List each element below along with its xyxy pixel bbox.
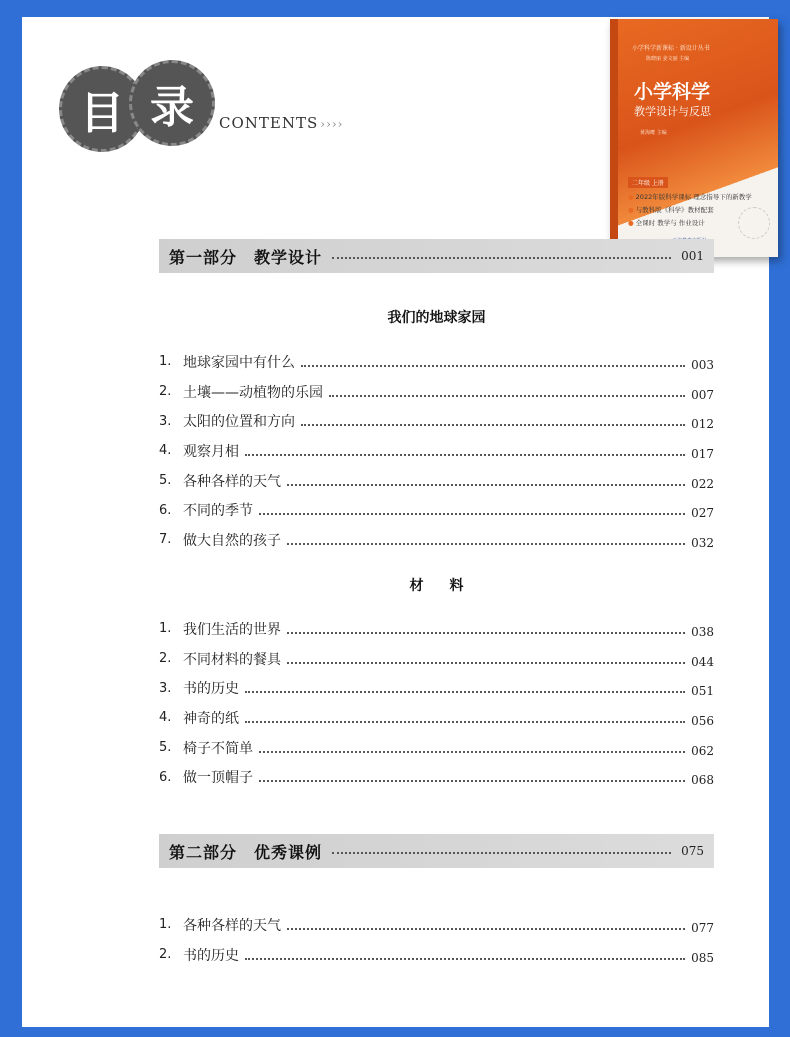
logo-char-1: 目 bbox=[80, 88, 124, 139]
part-two-title: 第二部分 优秀课例 bbox=[169, 842, 323, 862]
toc-item[interactable]: 6. 做一顶帽子 068 bbox=[159, 769, 714, 788]
toc-page bbox=[22, 17, 769, 1027]
cover-editors: 陈晓丽 姜文丽 主编 bbox=[646, 56, 690, 62]
toc-item[interactable]: 2. 土壤——动植物的乐园 007 bbox=[159, 384, 714, 402]
cover-bullet: ● 2022年版科学课标 理念指导下的新教学 bbox=[628, 193, 752, 201]
cover-title: 小学科学 bbox=[634, 81, 711, 103]
part-two-header[interactable] bbox=[159, 834, 714, 868]
chevrons-right-icon: ›››› bbox=[320, 117, 344, 131]
contents-word: CONTENTS bbox=[219, 114, 319, 132]
toc-item[interactable]: 3. 太阳的位置和方向 012 bbox=[159, 413, 714, 432]
toc-item[interactable]: 4. 神奇的纸 056 bbox=[159, 710, 714, 728]
unit-title-materials: 材料 bbox=[409, 578, 490, 594]
toc-item[interactable]: 6. 不同的季节 027 bbox=[159, 502, 714, 521]
contents-label bbox=[219, 114, 343, 132]
part-one-header[interactable] bbox=[159, 239, 714, 273]
toc-item[interactable]: 5. 椅子不简单 062 bbox=[159, 740, 714, 758]
toc-item[interactable]: 1. 地球家园中有什么 003 bbox=[159, 354, 714, 372]
book-spine bbox=[610, 19, 618, 257]
cover-grade-badge: 二年级 上册 bbox=[628, 177, 668, 188]
logo-char-2: 录 bbox=[150, 82, 194, 133]
cover-bullet: ● 与教科版《科学》教材配套 bbox=[628, 206, 714, 214]
book-cover-image bbox=[610, 19, 778, 257]
unit-2-list bbox=[159, 614, 714, 792]
toc-item[interactable]: 3. 书的历史 051 bbox=[159, 680, 714, 699]
toc-item[interactable]: 7. 做大自然的孩子 032 bbox=[159, 532, 714, 550]
toc-item[interactable]: 2. 书的历史 085 bbox=[159, 947, 714, 965]
toc-logo bbox=[59, 60, 349, 160]
logo-circle-2 bbox=[129, 60, 215, 146]
leader-dots bbox=[332, 852, 671, 854]
toc-item[interactable]: 1. 各种各样的天气 077 bbox=[159, 917, 714, 935]
toc-item[interactable]: 5. 各种各样的天气 022 bbox=[159, 473, 714, 491]
toc-item[interactable]: 2. 不同材料的餐具 044 bbox=[159, 651, 714, 669]
leader-dots bbox=[332, 257, 671, 259]
toc-item[interactable]: 4. 观察月相 017 bbox=[159, 443, 714, 461]
cover-subtitle: 教学设计与反思 bbox=[634, 105, 711, 118]
cover-bullet: ● 全课时 教学与 作业设计 bbox=[628, 219, 705, 227]
part-two-page: 075 bbox=[681, 844, 704, 858]
cover-author: 黄海鹰 主编 bbox=[640, 130, 667, 136]
unit-1-list bbox=[159, 347, 714, 555]
toc-item[interactable]: 1. 我们生活的世界 038 bbox=[159, 621, 714, 639]
cover-series: 小学科学新课标 · 新设计丛书 bbox=[632, 45, 710, 52]
part-two-list bbox=[159, 910, 714, 969]
part-one-title: 第一部分 教学设计 bbox=[169, 247, 323, 267]
cover-bullets bbox=[628, 191, 752, 230]
lightbulb-icon bbox=[738, 207, 770, 239]
part-one-page: 001 bbox=[681, 249, 704, 263]
unit-title-earth-home: 我们的地球家园 bbox=[387, 310, 486, 326]
